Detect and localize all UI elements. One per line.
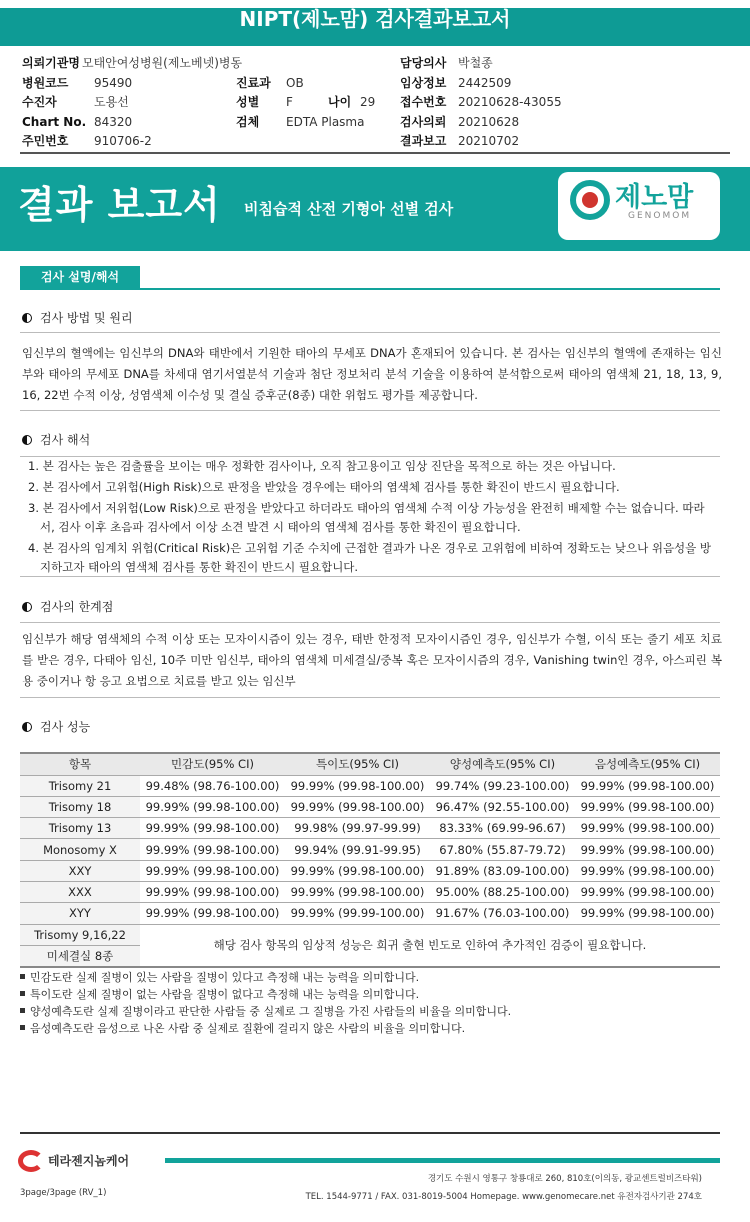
page-number: 3page/3page (RV_1) [20, 1188, 107, 1198]
info-label: 결과보고 [400, 134, 447, 148]
table-cell: 95.00% (88.25-100.00) [430, 881, 575, 902]
table-row-label: XXY [20, 860, 140, 881]
info-value: 2442509 [458, 75, 512, 90]
info-label: 병원코드 [22, 75, 69, 90]
info-value: 29 [360, 95, 376, 109]
table-cell: 99.98% (99.97-99.99) [285, 818, 430, 839]
info-label: 담당의사 [400, 56, 447, 70]
interp-list [28, 457, 718, 579]
table-cell: 99.99% (99.99-100.00) [285, 903, 430, 924]
banner-subtitle: 비침습적 산전 기형아 선별 검사 [244, 200, 454, 218]
table-cell: 99.99% (99.98-100.00) [140, 881, 285, 902]
bullet-square-icon [20, 1008, 25, 1013]
footer-address-block [306, 1170, 702, 1206]
table-cell: 99.99% (99.98-100.00) [140, 860, 285, 881]
method-heading-text: 검사 방법 및 원리 [40, 311, 133, 325]
info-label: Chart No. [22, 114, 87, 129]
table-row-label: Trisomy 18 [20, 796, 140, 817]
table-cell: 99.99% (99.98-100.00) [575, 881, 720, 902]
table-row-label: 미세결실 8종 [20, 945, 140, 966]
divider [20, 410, 720, 411]
bullet-item [20, 1003, 720, 1020]
info-label: 의뢰기관명 [22, 56, 80, 70]
table-row [20, 796, 720, 817]
bullet-text: 양성예측도란 실제 질병이라고 판단한 사람들 중 실제로 그 질병을 가진 사람들의 비율을 의미합니다. [30, 1005, 512, 1018]
table-header-cell: 음성예측도(95% CI) [575, 753, 720, 775]
table-cell: 99.99% (99.98-100.00) [575, 903, 720, 924]
table-cell: 67.80% (55.87-79.72) [430, 839, 575, 860]
report-title: NIPT(제노맘) 검사결과보고서 [239, 7, 511, 31]
bullet-square-icon [20, 1025, 25, 1030]
list-item: 1. 본 검사는 높은 검출률을 보이는 매우 정확한 검사이나, 오직 참고용이고 임상 진단을 목적으로 하는 것은 아닙니다. [28, 459, 616, 473]
section-tag: 검사 설명/해석 [20, 266, 140, 288]
info-label: 주민번호 [22, 134, 69, 148]
info-label: 성별 [236, 95, 260, 109]
half-circle-icon [22, 602, 32, 612]
info-value: F [286, 95, 293, 109]
table-cell: 99.99% (99.98-100.00) [140, 796, 285, 817]
divider [20, 576, 720, 577]
info-value: 20210628-43055 [458, 95, 562, 109]
logo-text: 제노맘 [615, 182, 694, 213]
table-cell: 99.74% (99.23-100.00) [430, 775, 575, 796]
table-note: 해당 검사 항목의 임상적 성능은 희귀 출현 빈도로 인하여 추가적인 검증이 필요합니다. [140, 924, 720, 967]
divider [20, 622, 720, 623]
table-header-cell: 항목 [20, 753, 140, 775]
company-name: 테라젠지놈케어 [48, 1154, 130, 1168]
table-cell: 83.33% (69.99-96.67) [430, 818, 575, 839]
method-heading [22, 309, 133, 326]
table-row [20, 903, 720, 924]
table-cell: 99.99% (99.98-100.00) [575, 796, 720, 817]
info-value: 박철종 [458, 56, 493, 70]
info-label: 임상정보 [400, 75, 447, 90]
table-cell: 99.99% (99.98-100.00) [285, 796, 430, 817]
footer-accent-bar [165, 1158, 720, 1163]
info-col-1 [22, 54, 242, 152]
table-cell: 99.99% (99.98-100.00) [575, 839, 720, 860]
table-cell: 99.48% (98.76-100.00) [140, 775, 285, 796]
info-label: 수진자 [22, 95, 57, 109]
list-item: 3. 본 검사에서 저위험(Low Risk)으로 판정을 받았다고 하더라도 태아의 염색체 수적 이상 가능성을 완전히 배제할 수는 없습니다. 따라서, 검사 이후 초음파 검사에서 이상 소견 발견 시 태아의 염색체 검사를 통한 확진이 필요합니다. [28, 501, 705, 534]
bullet-item [20, 969, 720, 986]
table-row-label: Trisomy 21 [20, 775, 140, 796]
logo-subtext: GENOMOM [628, 211, 692, 221]
info-divider [20, 152, 730, 154]
bullet-item [20, 1020, 720, 1037]
table-row [20, 839, 720, 860]
divider [20, 697, 720, 698]
footer-address: 경기도 수원시 영통구 창룡대로 260, 810호(이의동, 광교센트럴비즈타워) [427, 1174, 702, 1184]
bullet-text: 민감도란 실제 질병이 있는 사람을 질병이 있다고 측정해 내는 능력을 의미합니다. [30, 971, 420, 984]
interp-heading-text: 검사 해석 [40, 433, 91, 447]
interp-heading [22, 431, 90, 448]
table-cell: 99.99% (99.98-100.00) [285, 860, 430, 881]
limit-text: 임신부가 해당 염색체의 수적 이상 또는 모자이시즘이 있는 경우, 태반 한정적 모자이시즘인 경우, 임신부가 수혈, 이식 또는 줄기 세포 치료를 받은 경우, 다태아 임신, 10주 미만 임신부, 태아의 염색체 미세결실/중복 혹은 모자이시즘의 경우, Vanishing twin인 경우, 아스피린 복용 중이거나 항 응고 요법으로 치료를 받고 있는 임신부 [22, 632, 722, 688]
table-cell: 99.99% (99.98-100.00) [140, 903, 285, 924]
info-value: 20210702 [458, 134, 520, 148]
table-header-cell: 민감도(95% CI) [140, 753, 285, 775]
table-cell: 99.94% (99.91-99.95) [285, 839, 430, 860]
table-row [20, 818, 720, 839]
footer-divider [20, 1132, 720, 1134]
table-row [20, 775, 720, 796]
info-label: 검사의뢰 [400, 114, 447, 129]
table-cell: 99.99% (99.98-100.00) [575, 775, 720, 796]
table-cell: 99.99% (99.98-100.00) [575, 860, 720, 881]
table-cell: 99.99% (99.98-100.00) [575, 818, 720, 839]
half-circle-icon [22, 313, 32, 323]
table-cell: 99.99% (99.98-100.00) [140, 818, 285, 839]
table-cell: 96.47% (92.55-100.00) [430, 796, 575, 817]
genomom-logo-dot-icon [582, 192, 598, 208]
limit-heading [22, 598, 113, 615]
half-circle-icon [22, 722, 32, 732]
table-row [20, 924, 720, 945]
bullet-square-icon [20, 991, 25, 996]
performance-table [20, 752, 720, 968]
company-logo-icon [18, 1150, 44, 1172]
footer-contact: TEL. 1544-9771 / FAX. 031-8019-5004 Homepage. www.genomecare.net 유전자검사기관 274호 [305, 1192, 702, 1202]
info-value: 20210628 [458, 114, 520, 129]
bullet-item [20, 986, 720, 1003]
list-item: 4. 본 검사의 임계치 위험(Critical Risk)은 고위험 기준 수치에 근접한 결과가 나온 경우로 고위험에 비하여 정확도는 낮으나 위음성을 방지하고자 태아의 염색체 검사를 통한 확진이 반드시 필요합니다. [28, 541, 712, 574]
info-value: 84320 [94, 114, 133, 129]
info-value: EDTA Plasma [286, 114, 365, 129]
info-label: 검체 [236, 114, 260, 129]
info-label: 접수번호 [400, 95, 447, 109]
table-header-cell: 양성예측도(95% CI) [430, 753, 575, 775]
info-label: 진료과 [236, 75, 271, 90]
list-item: 2. 본 검사에서 고위험(High Risk)으로 판정을 받았을 경우에는 태아의 염색체 검사를 통한 확진이 반드시 필요합니다. [28, 480, 620, 494]
info-value: 도용선 [94, 95, 129, 109]
limit-heading-text: 검사의 한계점 [40, 600, 114, 614]
bullet-text: 특이도란 실제 질병이 없는 사람을 질병이 없다고 측정해 내는 능력을 의미합니다. [30, 988, 420, 1001]
info-col-3 [400, 54, 562, 152]
info-label: 나이 [328, 95, 352, 109]
half-circle-icon [22, 435, 32, 445]
bullet-text: 음성예측도란 음성으로 나온 사람 중 실제로 질환에 걸리지 않은 사람의 비율을 의미합니다. [30, 1022, 466, 1035]
info-value: OB [286, 75, 304, 90]
table-row-label: Monosomy X [20, 839, 140, 860]
banner-title: 결과 보고서 [18, 183, 221, 227]
table-cell: 99.99% (99.98-100.00) [285, 881, 430, 902]
info-value: 모태안여성병원(제노베넷)병동 [82, 56, 243, 70]
perf-heading-text: 검사 성능 [40, 720, 91, 734]
divider [20, 332, 720, 333]
table-row [20, 860, 720, 881]
table-cell: 99.99% (99.98-100.00) [285, 775, 430, 796]
table-header-row [20, 753, 720, 775]
info-col-2 [236, 74, 375, 133]
table-row-label: XYY [20, 903, 140, 924]
table-cell: 99.99% (99.98-100.00) [140, 839, 285, 860]
table-row [20, 881, 720, 902]
table-cell: 91.89% (83.09-100.00) [430, 860, 575, 881]
table-header-cell: 특이도(95% CI) [285, 753, 430, 775]
info-value: 910706-2 [94, 134, 152, 148]
info-value: 95490 [94, 75, 133, 90]
bullet-square-icon [20, 974, 25, 979]
table-row-label: XXX [20, 881, 140, 902]
method-text: 임신부의 혈액에는 임신부의 DNA와 태반에서 기원한 태아의 무세포 DNA가 혼재되어 있습니다. 본 검사는 임신부의 혈액에 존재하는 임신부와 태아의 무세포 DNA를 차세대 염기서열분석 기술과 첨단 정보처리 분석 기술을 이용하여 분석함으로써 태아의 염색체 21, 18, 13, 9, 16, 22번 수적 이상, 성염색체 이수성 및 결실 증후군(8종) 대한 위험도 평가를 제공합니다. [22, 346, 722, 402]
table-row-label: Trisomy 9,16,22 [20, 924, 140, 945]
section-underline [20, 288, 720, 290]
perf-heading [22, 718, 90, 735]
table-cell: 91.67% (76.03-100.00) [430, 903, 575, 924]
table-row-label: Trisomy 13 [20, 818, 140, 839]
